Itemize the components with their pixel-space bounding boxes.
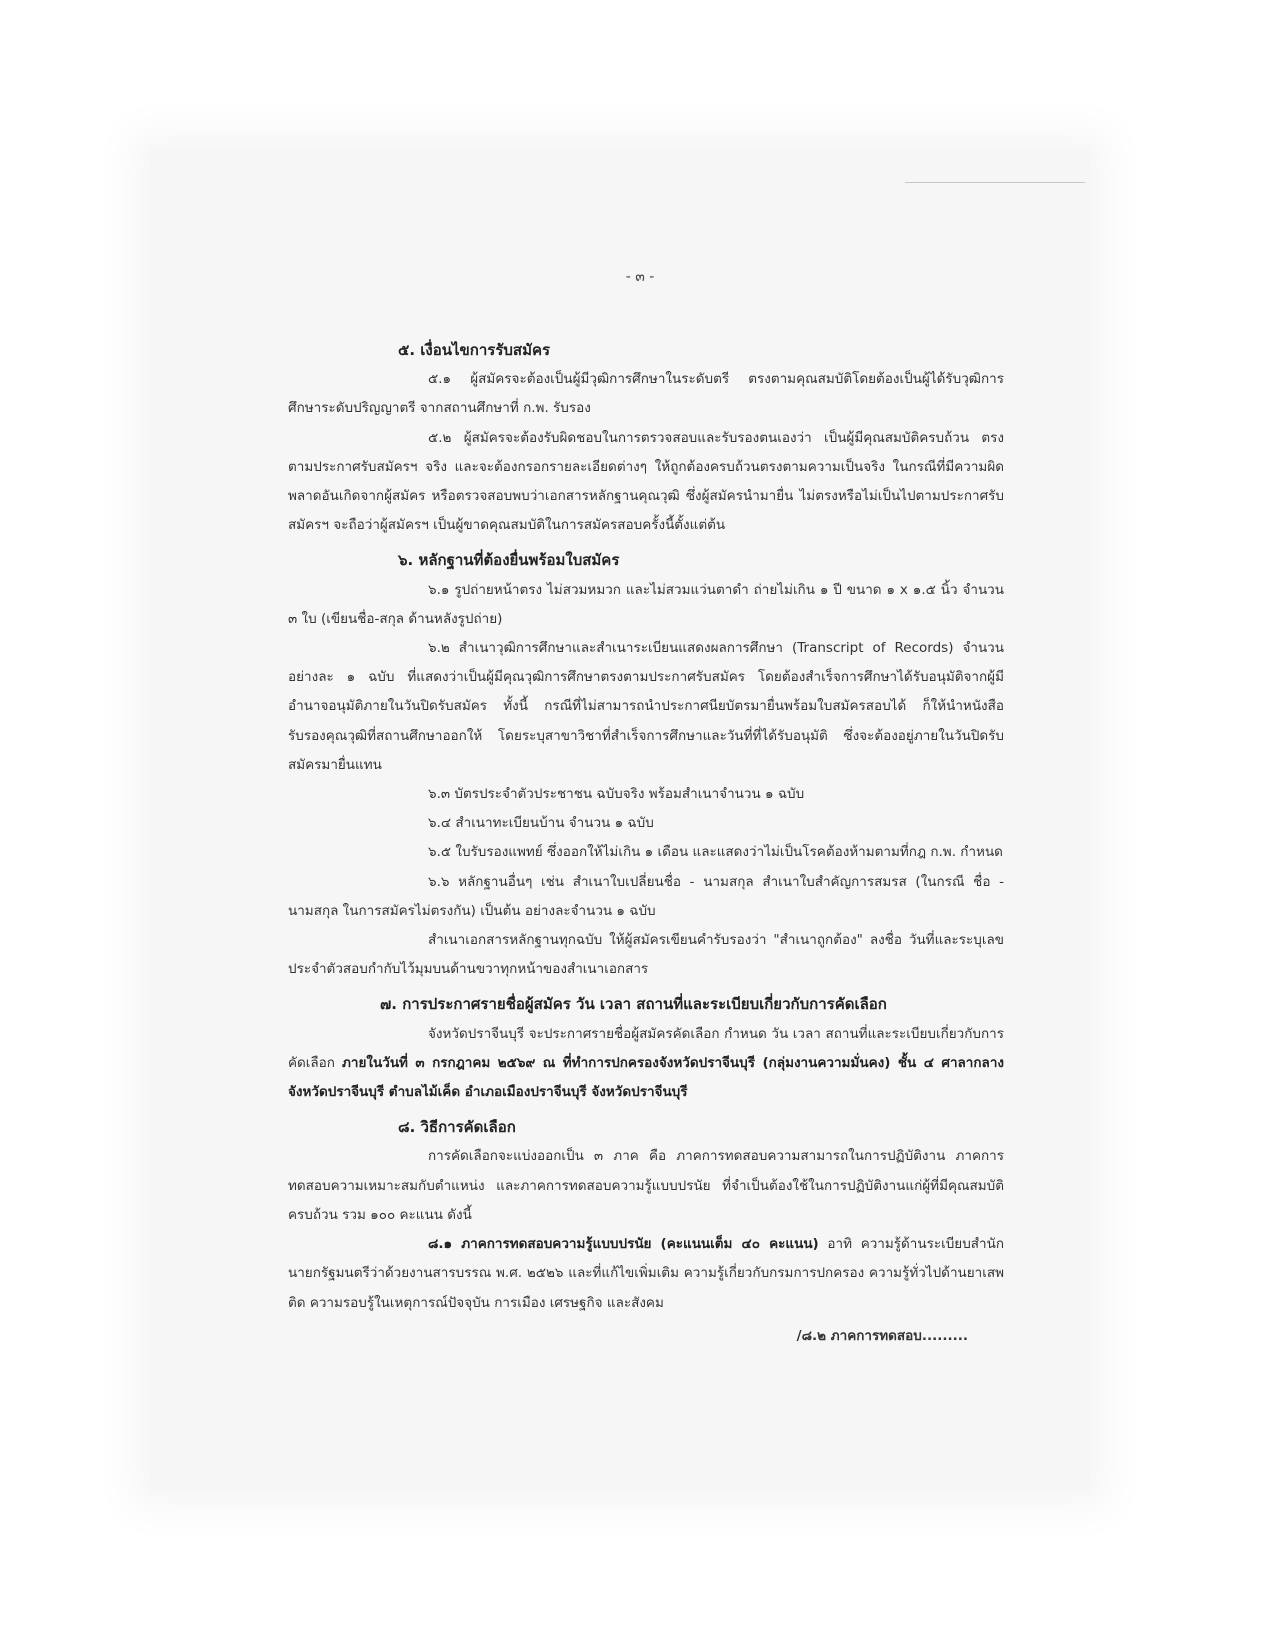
page-number: - ๓ - bbox=[625, 269, 655, 285]
section-5-heading: ๕. เงื่อนไขการรับสมัคร bbox=[398, 341, 551, 359]
section-6-3-paragraph: ๖.๓ บัตรประจำตัวประชาชน ฉบับจริง พร้อมสำเนาจำนวน ๑ ฉบับ bbox=[428, 786, 805, 803]
section-6-2-paragraph: ๖.๒ สำเนาวุฒิการศึกษาและสำเนาระเบียนแสดงผลการศึกษา (Transcript of Records) จำนวนอย่างละ ๑ ฉบับ ที่แสดงว่าเป็นผู้มีคุณวุฒิการศึกษาตรงตามประกาศรับสมัคร โดยต้องสำเร็จการศึกษาได้รับอนุมัติจากผู้มีอำนาจอนุมัติภายในวันปิดรับสมัคร ทั้งนี้ กรณีที่ไม่สามารถนำประกาศนียบัตรมายื่นพร้อมใบสมัครสอบได้ ก็ให้นำหนังสือรับรองคุณวุฒิที่สถานศึกษาออกให้ โดยระบุสาขาวิชาที่สำเร็จการศึกษาและวันที่ที่ได้รับอนุมัติ ซึ่งจะต้องอยู่ภายในวันปิดรับสมัครมายื่นแทน bbox=[288, 640, 1004, 773]
section-7-bold-text: ภายในวันที่ ๓ กรกฎาคม ๒๕๖๙ ณ ที่ทำการปกครองจังหวัดปราจีนบุรี (กลุ่มงานความมั่นคง) ชั้น ๔ ศาลากลางจังหวัดปราจีนบุรี ตำบลไม้เค็ด อำเภอเมืองปราจีนบุรี จังหวัดปราจีนบุรี bbox=[288, 1054, 1004, 1101]
section-6-1-paragraph: ๖.๑ รูปถ่ายหน้าตรง ไม่สวมหมวก และไม่สวมแว่นตาดำ ถ่ายไม่เกิน ๑ ปี ขนาด ๑ x ๑.๕ นิ้ว จำนวน ๓ ใบ (เขียนชื่อ-สกุล ด้านหลังรูปถ่าย) bbox=[288, 581, 1004, 627]
section-7-text: จังหวัดปราจีนบุรี จะประกาศรายชื่อผู้สมัครคัดเลือก กำหนด วัน เวลา สถานที่และระเบียบเกี่ยวกับการคัดเลือก bbox=[288, 1025, 1004, 1071]
section-6-6-paragraph: ๖.๖ หลักฐานอื่นๆ เช่น สำเนาใบเปลี่ยนชื่อ - นามสกุล สำเนาใบสำคัญการสมรส (ในกรณี ชื่อ - นามสกุล ในการสมัครไม่ตรงกัน) เป็นต้น อย่างละจำนวน ๑ ฉบับ bbox=[288, 873, 1004, 919]
section-5-1-paragraph: ๕.๑ ผู้สมัครจะต้องเป็นผู้มีวุฒิการศึกษาในระดับตรี ตรงตามคุณสมบัติโดยต้องเป็นผู้ได้รับวุฒิการศึกษาระดับปริญญาตรี จากสถานศึกษาที่ ก.พ. รับรอง bbox=[288, 371, 1004, 417]
section-8-heading: ๘. วิธีการคัดเลือก bbox=[398, 1118, 516, 1137]
section-5-2-paragraph: ๕.๒ ผู้สมัครจะต้องรับผิดชอบในการตรวจสอบและรับรองตนเองว่า เป็นผู้มีคุณสมบัติครบถ้วน ตรงตามประกาศรับสมัครฯ จริง และจะต้องกรอกรายละเอียดต่างๆ ให้ถูกต้องครบถ้วนตรงตามความเป็นจริง ในกรณีที่มีความผิดพลาดอันเกิดจากผู้สมัคร หรือตรวจสอบพบว่าเอกสารหลักฐานคุณวุฒิ ซึ่งผู้สมัครนำมายื่น ไม่ตรงหรือไม่เป็นไปตามประกาศรับสมัครฯ จะถือว่าผู้สมัครฯ เป็นผู้ขาดคุณสมบัติในการสมัครสอบครั้งนี้ตั้งแต่ต้น bbox=[288, 429, 1004, 534]
section-8-1-bold-text: ๘.๑ ภาคการทดสอบความรู้แบบปรนัย (คะแนนเต็ม ๔๐ คะแนน) bbox=[428, 1236, 819, 1253]
section-6-note-paragraph: สำเนาเอกสารหลักฐานทุกฉบับ ให้ผู้สมัครเขียนคำรับรองว่า "สำเนาถูกต้อง" ลงชื่อ วันที่และระบุเลขประจำตัวสอบกำกับไว้มุมบนด้านขวาทุกหน้าของสำเนาเอกสาร bbox=[288, 932, 1004, 978]
section-6-4-paragraph: ๖.๔ สำเนาทะเบียนบ้าน จำนวน ๑ ฉบับ bbox=[428, 815, 654, 832]
section-7-paragraph bbox=[288, 1020, 1004, 1108]
top-edge-line bbox=[905, 182, 1085, 183]
section-6-5-paragraph: ๖.๕ ใบรับรองแพทย์ ซึ่งออกให้ไม่เกิน ๑ เดือน และแสดงว่าไม่เป็นโรคต้องห้ามตามที่กฎ ก.พ. กำหนด bbox=[428, 844, 1003, 861]
section-8-1-text: อาทิ ความรู้ด้านระเบียบสำนักนายกรัฐมนตรีว่าด้วยงานสารบรรณ พ.ศ. ๒๕๒๖ และที่แก้ไขเพิ่มเติม ความรู้เกี่ยวกับกรมการปกครอง ความรู้ทั่วไปด้านยาเสพติด ความรอบรู้ในเหตุการณ์ปัจจุบัน การเมือง เศรษฐกิจ และสังคม bbox=[288, 1236, 1004, 1311]
continuation-note: /๘.๒ ภาคการทดสอบ......... bbox=[796, 1327, 968, 1344]
document-body bbox=[288, 336, 1004, 1351]
section-7-heading: ๗. การประกาศรายชื่อผู้สมัคร วัน เวลา สถานที่และระเบียบเกี่ยวกับการคัดเลือก bbox=[380, 995, 887, 1014]
section-8-intro-paragraph: การคัดเลือกจะแบ่งออกเป็น ๓ ภาค คือ ภาคการทดสอบความสามารถในการปฏิบัติงาน ภาคการทดสอบความเหมาะสมกับตำแหน่ง และภาคการทดสอบความรู้แบบปรนัย ที่จำเป็นต้องใช้ในการปฏิบัติงานแก่ผู้ที่มีคุณสมบัติครบถ้วน รวม ๑๐๐ คะแนน ดังนี้ bbox=[288, 1148, 1004, 1223]
section-6-heading: ๖. หลักฐานที่ต้องยื่นพร้อมใบสมัคร bbox=[398, 551, 620, 570]
section-8-1-paragraph bbox=[288, 1230, 1004, 1318]
